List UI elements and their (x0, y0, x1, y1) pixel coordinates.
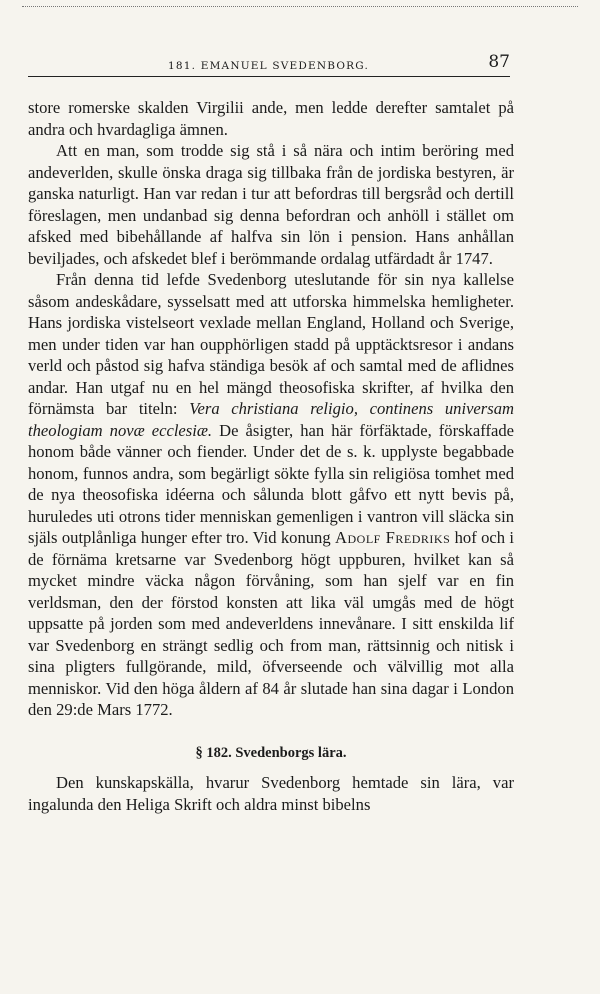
running-title: 181. EMANUEL SVEDENBORG. (168, 60, 370, 72)
paragraph-text: hof och i de förnäma kretsarne var Svedenborg högt uppburen, hvilket kan så mycket mindre väcka någon förvåning, som han sjelf var en fin verldsman, den der förstod konsten att lika väl umgås med de högt uppsatte på jorden som med andeverldens innevånare. I sitt enskilda lif var Svedenborg en strängt sedlig och from man, rättsinnig och nitisk i sina pligters fullgörande, mild, öfverseende och välvillig mot alla menniskor. Vid den höga åldern af 84 år slutade han sina dagar i London den 29:de Mars 1772. (28, 528, 514, 719)
paragraph-text: Från denna tid lefde Svedenborg uteslutande för sin nya kallelse såsom andeskådare, sysselsatt med att utforska himmelska hemligheter. Hans jordiska vistelseort vexlade mellan England, Holland och Sverige, men under tiden var han oupphörligen stadd på upptäcktsresor i andans verld och påstod sig hafva ständiga besök af och samtal med de aflidnes andar. Han utgaf nu en hel mängd theosofiska skrifter, af hvilka den förnämsta bar titeln: (28, 270, 514, 418)
section-heading: § 182. Svedenborgs lära. (195, 744, 347, 761)
paragraph (28, 269, 514, 721)
page-header (28, 52, 510, 77)
paragraph: Den kunskapskälla, hvarur Svedenborg hemtade sin lära, var ingalunda den Heliga Skrift och aldra minst bibelns (28, 773, 514, 814)
paragraph-continuation: store romerske skalden Virgilii ande, men ledde derefter samtalet på andra och hvardagliga ämnen. (28, 98, 514, 139)
paragraph: Att en man, som trodde sig stå i så nära och intim beröring med andeverlden, skulle önska draga sig tillbaka från de jordiska bestyren, är ganska naturligt. Han var redan i tur att befordras till bergsråd och dertill föreslagen, men undanbad sig denna befordran och anhöll i stället om afsked med bibehållande af halfva sin lön i pension. Hans anhållan beviljades, och afskedet blef i berömmande ordalag utfärdadt år 1747. (28, 141, 514, 268)
book-title-italic: Vera christiana religio, continens universam theologiam novæ ecclesiæ. (28, 399, 514, 440)
paragraph-text: De åsigter, han här förfäktade, förskaffade honom både vänner och fiender. Under det de s. k. upplyste begabbade honom, funnos andra, som begärligt sökte fylla sin religiösa tomhet med de nya theosofiska idéerna och sålunda blott gåfvo ett nytt bevis på, huruledes uti otrons tider menniskan gemenligen i vantron vill släcka sin själs outplånliga hunger efter tro. Vid konung (28, 420, 515, 547)
page-number: 87 (488, 52, 510, 72)
body-text (28, 97, 514, 815)
scan-edge-dotted-line (22, 6, 578, 7)
king-name-smallcaps: Adolf Fredriks (335, 528, 451, 547)
